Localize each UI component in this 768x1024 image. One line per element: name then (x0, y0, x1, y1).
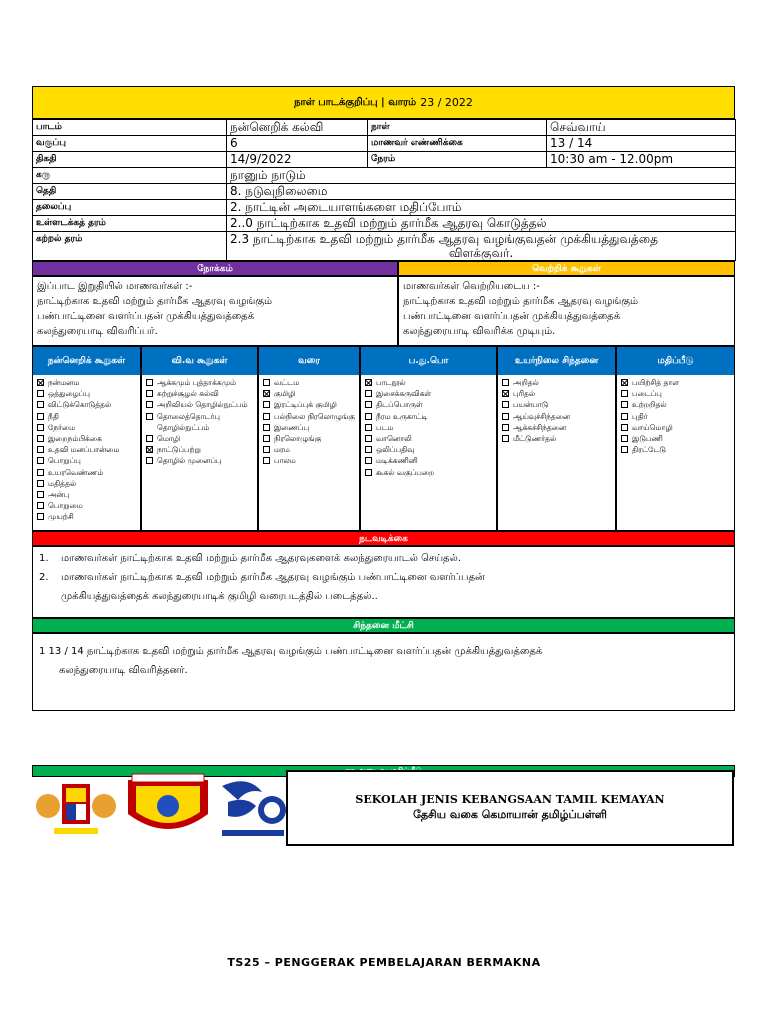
activity-text: முக்கியத்துவத்தைக் கலந்துரையாடிக் குமிழி வரைபடத்தில் படைத்தல்.. (61, 591, 378, 602)
checkbox-item[interactable] (146, 455, 253, 466)
info-value: 10:30 am - 12.00pm (547, 152, 736, 168)
checkbox-item[interactable] (621, 433, 730, 444)
checked-box-icon[interactable] (263, 390, 270, 397)
objective-line: மாணவர்கள் வெற்றியடைய :- (403, 281, 540, 292)
checkbox-label: ஒலிப்பதிவு (376, 445, 415, 455)
checkbox-icon[interactable] (37, 480, 44, 487)
column-header: மதிப்பீடு (617, 347, 734, 375)
info-row (33, 120, 736, 136)
checkbox-item[interactable] (263, 422, 355, 433)
checkbox-icon[interactable] (37, 435, 44, 442)
checkbox-item[interactable] (365, 444, 492, 455)
checkbox-icon[interactable] (37, 502, 44, 509)
checkbox-label: உற்றறிதல் (632, 400, 667, 410)
school-name-ta: தேசிய வகை கெமாயான் தமிழ்ப்பள்ளி (413, 808, 607, 821)
checkbox-icon[interactable] (365, 435, 372, 442)
checkbox-icon[interactable] (502, 435, 509, 442)
checkbox-item[interactable] (146, 433, 253, 444)
checkbox-item[interactable] (146, 377, 253, 388)
crest-logos (32, 770, 292, 846)
checkbox-label: திரட்டேடு (632, 445, 666, 455)
checkbox-list (142, 375, 257, 530)
checkbox-label: கூகல் வகுப்பறை (376, 467, 435, 477)
criteria-column (258, 346, 360, 531)
checkbox-icon[interactable] (263, 379, 270, 386)
info-row (33, 216, 736, 232)
checkbox-label: நீதி (48, 411, 59, 421)
checkbox-icon[interactable] (263, 446, 270, 453)
checkbox-list (498, 375, 615, 530)
checkbox-icon[interactable] (502, 379, 509, 386)
checkbox-item[interactable] (146, 399, 253, 410)
checkbox-icon[interactable] (37, 413, 44, 420)
school-crest-icon (128, 774, 208, 829)
checkbox-item[interactable] (621, 411, 730, 422)
checkbox-item[interactable] (37, 377, 136, 388)
checkbox-icon[interactable] (146, 401, 153, 408)
checkbox-icon[interactable] (146, 390, 153, 397)
checkbox-item[interactable] (365, 433, 492, 444)
checkbox-label: இறைநம்பிக்கை (48, 434, 102, 444)
checkbox-item[interactable] (37, 478, 136, 489)
info-value-text: நானும் நாடும் (230, 168, 306, 182)
activity-text: மாணவர்கள் நாட்டிற்காக உதவி மற்றும் தார்மீக ஆதரவு வழங்கும் பண்பாட்டினை வளர்ப்பதன் (61, 572, 485, 583)
week-text: 23 / 2022 (420, 96, 473, 109)
checkbox-item[interactable] (37, 433, 136, 444)
checkbox-item[interactable] (365, 455, 492, 466)
activity-number: 1. (39, 553, 49, 564)
checkbox-label: புதிர் (632, 411, 648, 421)
checkbox-label: பாடநூல் (376, 378, 406, 387)
checkbox-item[interactable] (263, 411, 355, 422)
checkbox-icon[interactable] (365, 413, 372, 420)
checkbox-label: அன்பு (48, 490, 70, 500)
checkbox-icon[interactable] (502, 401, 509, 408)
checkbox-item[interactable] (37, 467, 136, 478)
title-text: நாள் பாடக்குறிப்பு | வாரம் (294, 96, 417, 108)
objective-line: கலந்துரையாடி விவரிக்க முடியும். (403, 326, 556, 337)
info-label: உள்ளடக்கத் தரம் (33, 216, 227, 232)
checkbox-item[interactable] (502, 399, 611, 410)
checkbox-icon[interactable] (263, 457, 270, 464)
checkbox-label: இடுபணி (632, 434, 663, 444)
checkbox-item[interactable] (263, 433, 355, 444)
checkbox-label: நேர்மை (48, 422, 76, 432)
checkbox-icon[interactable] (146, 435, 153, 442)
checkbox-item[interactable] (263, 377, 355, 388)
checkbox-item[interactable] (263, 444, 355, 455)
checkbox-item[interactable] (365, 467, 492, 478)
activity-item (39, 587, 728, 606)
info-label: நேரம் (368, 152, 547, 168)
checkbox-icon[interactable] (621, 401, 628, 408)
checkbox-item[interactable] (146, 411, 253, 433)
reflection-text (32, 633, 735, 711)
info-row (33, 184, 736, 200)
checkbox-label: தொழில் முனைப்பு (157, 456, 222, 466)
checkbox-icon[interactable] (146, 379, 153, 386)
info-value: செவ்வாய் (547, 120, 736, 136)
checkbox-item[interactable] (263, 399, 355, 410)
checked-box-icon[interactable] (502, 390, 509, 397)
checkbox-label: அறிதல் (513, 378, 539, 387)
info-label: வகுப்பு (33, 136, 227, 152)
checkbox-label: விட்டுக்கொடுத்தல் (48, 400, 112, 410)
checkbox-list (617, 375, 734, 530)
checkbox-icon[interactable] (621, 390, 628, 397)
info-value: 6 (227, 136, 368, 152)
info-value (227, 216, 736, 232)
checkbox-label: படம (376, 422, 394, 432)
info-value-text: விளக்குவர். (448, 246, 514, 260)
checked-box-icon[interactable] (365, 379, 372, 386)
checkbox-item[interactable] (365, 399, 492, 410)
checkbox-item[interactable] (37, 411, 136, 422)
info-value (227, 168, 736, 184)
objective-line: பண்பாட்டினை வளர்ப்பதன் முக்கியத்துவத்தைக் (37, 311, 255, 322)
checkbox-icon[interactable] (621, 446, 628, 453)
info-value (227, 200, 736, 216)
checkbox-item[interactable] (146, 444, 253, 455)
column-header: உயர்நிலை சிந்தனை (498, 347, 615, 375)
checkbox-label: இரட்டிப்புக் குமிழி (274, 400, 337, 410)
checkbox-item[interactable] (146, 388, 253, 399)
info-row (33, 152, 736, 168)
checkbox-item[interactable] (621, 444, 730, 455)
activity-text: மாணவர்கள் நாட்டிற்காக உதவி மற்றும் தார்மீக ஆதரவுகளைக் கலந்துரையாடல் செய்தல். (61, 553, 462, 564)
title-bar (32, 86, 735, 119)
objective-text (32, 276, 398, 346)
checkbox-label: பொறுமை (48, 501, 83, 511)
checkbox-label: படைப்பு (632, 389, 662, 399)
objective-line: பண்பாட்டினை வளர்ப்பதன் முக்கியத்துவத்தைக் (403, 311, 621, 322)
checkbox-label: தொலைத்தொடர்பு தொழில்நுட்பம் (157, 411, 220, 432)
checkbox-item[interactable] (621, 388, 730, 399)
reflection-line-1: 1 13 / 14 நாட்டிற்காக உதவி மற்றும் தார்மீக ஆதரவு வழங்கும் பண்பாட்டினை வளர்ப்பதன் முக்கியத்துவத்தைக் (39, 646, 543, 657)
checked-box-icon[interactable] (37, 379, 44, 386)
objective-header: நோக்கம் (32, 261, 398, 276)
checkbox-label: முயற்சி (48, 512, 74, 522)
column-header: நன்னெறிக் கூறுகள் (33, 347, 140, 375)
objective-row (32, 261, 735, 346)
checkbox-label: பயிற்சித் தாள (632, 378, 680, 387)
checkbox-icon[interactable] (263, 435, 270, 442)
checkbox-icon[interactable] (146, 457, 153, 464)
info-value-text: 2. நாட்டின் அடையாளங்களை மதிப்போம் (230, 200, 462, 214)
info-value (227, 232, 736, 261)
checkbox-label: ஒத்துழைப்பு (48, 389, 90, 399)
reflection-header: சிந்தனை மீட்சி (32, 618, 735, 633)
checkbox-label: பாலம (274, 456, 296, 466)
checkbox-icon[interactable] (365, 390, 372, 397)
checkbox-label: வாய்மொழி (632, 422, 673, 432)
checkbox-list (33, 375, 140, 530)
info-row (33, 136, 736, 152)
malaysia-crest-icon (34, 778, 118, 838)
footer-text: TS25 – PENGGERAK PEMBELAJARAN BERMAKNA (227, 956, 541, 969)
success-text (398, 276, 735, 346)
checkbox-label: ஆய்வுச்சிந்தனை (513, 411, 571, 421)
checkbox-label: திடப்பொருள் (376, 400, 423, 410)
info-table (32, 119, 736, 261)
checkbox-label: சுற்றுச்சூழல் கல்வி (157, 389, 219, 399)
checkbox-item[interactable] (37, 455, 136, 466)
info-label: தலைப்பு (33, 200, 227, 216)
checkbox-item[interactable] (621, 377, 730, 388)
column-header: வரை (259, 347, 359, 375)
info-value: நன்னெறிக் கல்வி (227, 120, 368, 136)
checkbox-icon[interactable] (621, 435, 628, 442)
checkbox-item[interactable] (365, 411, 492, 422)
checkbox-item[interactable] (37, 422, 136, 433)
checkbox-item[interactable] (37, 511, 136, 522)
checkbox-label: நீரம உருகாட்டி (376, 411, 428, 421)
checkbox-icon[interactable] (146, 413, 153, 420)
checkbox-label: உயரவெண்ணம் (48, 467, 104, 477)
checkbox-icon[interactable] (37, 446, 44, 453)
checkbox-label: ஆக்கமும் புத்தாக்கமும் (157, 378, 237, 387)
activity-number (39, 587, 61, 606)
ts25-logo-icon (216, 778, 290, 842)
checkbox-item[interactable] (502, 388, 611, 399)
checkbox-item[interactable] (621, 422, 730, 433)
checkbox-icon[interactable] (263, 424, 270, 431)
objective-line: நாட்டிற்காக உதவி மற்றும் தார்மீக ஆதரவு வழங்கும் (403, 296, 639, 307)
checkbox-icon[interactable] (365, 424, 372, 431)
checkbox-item[interactable] (502, 411, 611, 422)
checkbox-icon[interactable] (37, 491, 44, 498)
checkbox-label: புரிதல் (513, 389, 536, 399)
checkbox-label: குமிழி (274, 389, 296, 399)
checkbox-icon[interactable] (365, 457, 372, 464)
activity-item (39, 549, 728, 568)
checkbox-icon[interactable] (37, 424, 44, 431)
checkbox-icon[interactable] (37, 401, 44, 408)
checkbox-label: நாட்டுப்பற்று (157, 445, 201, 455)
info-value: 13 / 14 (547, 136, 736, 152)
checkbox-icon[interactable] (365, 446, 372, 453)
reflection-line-2: கலந்துரையாடி விவரித்தனர். (59, 665, 188, 676)
checked-box-icon[interactable] (146, 446, 153, 453)
checkbox-label: உதவி மனப்பான்மை (48, 445, 120, 455)
checkbox-item[interactable] (37, 388, 136, 399)
checkbox-label: அறிவியல் தொழில்நுட்பம் (157, 400, 248, 410)
info-label: கரு (33, 168, 227, 184)
criteria-column (32, 346, 141, 531)
checkbox-icon[interactable] (502, 413, 509, 420)
checkbox-icon[interactable] (365, 469, 372, 476)
checkbox-icon[interactable] (37, 469, 44, 476)
checkbox-label: பல்நிலை நிரலொழுங்கு (274, 411, 355, 421)
checkbox-icon[interactable] (37, 457, 44, 464)
checkbox-label: வட்டம (274, 378, 300, 387)
activity-item (39, 568, 728, 587)
checkbox-item[interactable] (37, 489, 136, 500)
info-value (227, 184, 736, 200)
checkbox-item[interactable] (502, 433, 611, 444)
checkbox-label: இணைப்பு (274, 422, 310, 432)
checkbox-icon[interactable] (502, 424, 509, 431)
checkbox-label: மதித்தல் (48, 478, 77, 488)
info-label: கற்றல் தரம் (33, 232, 227, 261)
objective-line: இப்பாட இறுதியில் மாணவர்கள் :- (37, 281, 193, 292)
checkbox-label: மரம (274, 445, 290, 455)
checkbox-icon[interactable] (37, 390, 44, 397)
checkbox-icon[interactable] (263, 413, 270, 420)
info-label: நாள் (368, 120, 547, 136)
checkbox-list (361, 375, 496, 530)
checkbox-label: மொழி (157, 434, 181, 444)
checkbox-label: இசைக்கருவிகள் (376, 389, 432, 399)
checkbox-label: பயன்பாடு (513, 400, 549, 410)
checkbox-label: பொறுப்பு (48, 456, 81, 466)
criteria-column (360, 346, 497, 531)
checked-box-icon[interactable] (621, 379, 628, 386)
success-header: வெற்றிக் கூறுகள் (398, 261, 735, 276)
checkbox-list (259, 375, 359, 530)
criteria-column (497, 346, 616, 531)
checkbox-item[interactable] (365, 422, 492, 433)
checkbox-item[interactable] (263, 455, 355, 466)
checkbox-item[interactable] (37, 500, 136, 511)
column-header: ப.து.பொ (361, 347, 496, 375)
checkbox-label: வானொலி (376, 434, 412, 444)
checkbox-label: நிரலொழுங்கு (274, 434, 322, 444)
info-label: மாணவர் எண்ணிக்கை (368, 136, 547, 152)
objective-line: நாட்டிற்காக உதவி மற்றும் தார்மீக ஆதரவு வழங்கும் (37, 296, 273, 307)
info-value-text: 2.3 நாட்டிற்காக உதவி மற்றும் தார்மீக ஆதரவு வழங்குவதன் முக்கியத்துவத்தை (230, 232, 658, 246)
checkbox-item[interactable] (365, 388, 492, 399)
school-name-en: SEKOLAH JENIS KEBANGSAAN TAMIL KEMAYAN (355, 793, 665, 806)
info-row (33, 232, 736, 261)
lesson-plan-sheet (32, 86, 735, 711)
objective-line: கலந்துரையாடி விவரிப்பர். (37, 326, 158, 337)
school-name-box (286, 770, 734, 846)
checkbox-label: மடிக்கணினி (376, 456, 418, 466)
checkbox-item[interactable] (365, 377, 492, 388)
checkbox-item[interactable] (263, 388, 355, 399)
checkbox-item[interactable] (37, 444, 136, 455)
checkbox-item[interactable] (37, 399, 136, 410)
info-value-text: 8. நடுவுநிலைமை (230, 184, 328, 198)
activity-header: நடவடிக்கை (32, 531, 735, 546)
checkbox-icon[interactable] (621, 424, 628, 431)
checkbox-item[interactable] (502, 377, 611, 388)
checkbox-label: ஆக்கச்சிந்தனை (513, 422, 567, 432)
info-row (33, 200, 736, 216)
criteria-column (616, 346, 735, 531)
checkbox-item[interactable] (621, 399, 730, 410)
checkbox-label: நன்மனம (48, 378, 80, 387)
info-label: தெதி (33, 184, 227, 200)
criteria-columns (32, 346, 735, 531)
activity-list (32, 546, 735, 618)
info-value: 14/9/2022 (227, 152, 368, 168)
checkbox-icon[interactable] (365, 401, 372, 408)
logos (32, 770, 292, 846)
checkbox-icon[interactable] (621, 413, 628, 420)
column-header: வி.வ கூறுகள் (142, 347, 257, 375)
checkbox-icon[interactable] (37, 513, 44, 520)
info-label: பாடம் (33, 120, 227, 136)
checkbox-item[interactable] (502, 422, 611, 433)
criteria-column (141, 346, 258, 531)
info-value-text: 2..0 நாட்டிற்காக உதவி மற்றும் தார்மீக ஆதரவு கொடுத்தல் (230, 216, 547, 230)
info-label: திகதி (33, 152, 227, 168)
checkbox-icon[interactable] (263, 401, 270, 408)
activity-number: 2. (39, 572, 49, 583)
checkbox-label: மீட்டுணர்தல் (513, 434, 557, 444)
info-row (33, 168, 736, 184)
